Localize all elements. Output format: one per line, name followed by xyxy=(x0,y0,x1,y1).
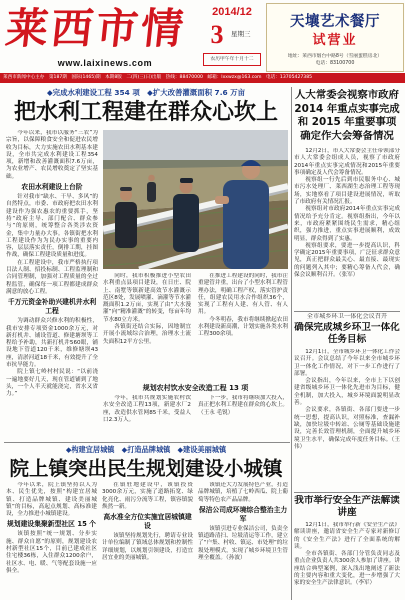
bottom-subheading: 保洁公司成环境综合整治主力军 xyxy=(198,505,288,523)
bottom-column-1 xyxy=(6,482,97,597)
lead-column-2 xyxy=(103,273,191,381)
bottom-kicker: ◆构建宜居城镇 ◆打造品牌城镇 ◆建设美丽城镇 xyxy=(65,445,227,454)
bottom-paragraph: 该镇引进专业保洁公司，负责全镇道路清扫、垃圾清运等工作，建立了“户集、村收、镇运、市处理”的垃圾处理模式，实现了城乡环境卫生管理全覆盖。（孙波） xyxy=(198,525,288,562)
story-paragraph: 视察组一行先后到市民服务中心、城市污水处理厂、莱西湖生态治理工程等现场，实地察看了项目建设进展情况，听取了市政府有关情况汇报。 xyxy=(294,177,400,206)
lead-paragraph: 各镇街还结合实际，因地制宜开展小流域综合治理，治理水土流失面积12平方公里。 xyxy=(103,324,191,345)
story-paragraph: 全市各镇街、各部门分管负责同志及重点企业负责人共300余人参加了讲座。讲座结合典型案例，深入浅出地阐述了新法的主要内容和重大变化，进一步增强了大家的安全生产法律意识。（李军） xyxy=(294,551,400,587)
lead-subheading: 千万元资金补助兴建机井水利工程 xyxy=(7,298,97,316)
lead-paragraph: 在推进工程建设的同时，我市注重建管并重，出台了小型水利工程管理办法，明确工程产权，落实管护责任，组建农民用水合作组织36个，实现了工程有人建、有人管、有人用。 xyxy=(198,273,288,316)
right-story1-body xyxy=(294,148,400,310)
lead-paragraph: 下一步，我市将继续加大投入，真正把水利工程建在群众的心坎上。（王永 毛锐） xyxy=(198,395,288,416)
lead-column-3 xyxy=(198,273,288,381)
right-story2-headline: 确保完成城乡环卫一体化任务目标 xyxy=(294,322,400,345)
lead-photo-image xyxy=(103,130,288,269)
story-paragraph: 12月2日，市人大常委会主任带领部分市人大常委会组成人员，视察了市政府2014年重点实事完成情况和2015年重要事项确定及人代会筹备情况。 xyxy=(294,148,400,176)
date-weekday: 星期三 xyxy=(231,30,251,38)
masthead-logo: 莱西市情 xyxy=(3,4,189,53)
worker-body xyxy=(223,180,269,269)
lead-paragraph: 今年，我市共规划实施农村饮水安全改造工程13项，新建水厂2座，改造供水管网85千米，受益人口2.3万人。 xyxy=(103,395,191,423)
lead-paragraph: 今冬明春，我市将继续掀起农田水利建设新高潮，计划实施各类水利工程300余项。 xyxy=(198,316,288,338)
lead-subheading: 农田水利建设上台阶 xyxy=(21,183,83,192)
column-divider xyxy=(291,87,292,600)
bottom-subheading: 规划建设集聚新型社区 15 个 xyxy=(7,520,96,529)
bottom-column-2 xyxy=(102,482,193,597)
masthead-url: www.laixinews.com xyxy=(57,58,153,68)
ad-contact xyxy=(271,54,399,67)
worker-body xyxy=(115,202,137,248)
lead-paragraph: 为调动群众兴修水利的积极性，我市安排专项资金1000余万元，对新打机井、铺设管道、修建塘坝等工程给予补助，共新打机井560眼，铺设地下管道120千米，维修塘坝43座，清淤河道18千米，有效提升了全市抗旱能力。 xyxy=(6,318,98,369)
bottom-column-3 xyxy=(198,482,288,597)
restaurant-ad xyxy=(266,3,404,72)
date-lunar: 农历甲午年十月十二 xyxy=(203,53,261,66)
right-story3-body xyxy=(294,522,400,597)
right-story2-kicker: 全市城乡环卫一体化会议召开 xyxy=(306,313,388,320)
ad-status: 试营业 xyxy=(312,33,358,48)
worker-hands xyxy=(215,196,229,204)
lead-headline: 把水利工程建在群众心坎上 xyxy=(13,100,278,125)
story-paragraph: 会议指出，今年以来，全市上下以创建省级城乡环卫一体化先进市为目标，健全机制，加大投入，城乡环境面貌明显改善。 xyxy=(294,378,400,407)
worker-figure-far xyxy=(147,175,156,202)
bottom-headline: 院上镇突出民生规划建设小城镇 xyxy=(9,457,283,480)
ad-phone: 电话：83100700 xyxy=(315,60,355,66)
right-story2-body xyxy=(294,349,400,491)
lead-mid-subheading: 规划农村饮水安全改造工程 13 项 xyxy=(142,384,249,392)
ad-address: 地址：莱西市烟台中路8号（雪丽蛋糕房北） xyxy=(287,54,383,59)
worker-head xyxy=(148,175,155,182)
lead-paragraph: 今年以来，我市以服务“三农”为宗旨，以保障粮食安全和促进农民增收为目标，大力实施农田水利基本建设，全市共完成水利建设工程354项，新增和改善灌溉面积7.6万亩，为农业增产、农民增收奠定了坚实基础。 xyxy=(6,130,98,180)
lead-column-3-lower xyxy=(198,395,288,440)
lead-column-1 xyxy=(6,130,98,440)
right-story3-headline: 我市举行安全生产法解读讲座 xyxy=(294,495,400,518)
date-year-month: 2014/12 xyxy=(212,6,252,18)
bottom-paragraph: 该镇坚持规划先行，聘请专业设计单位编制了镇域总体规划和控制性详细规划，以规划引领建设，打造宜居宜业的美丽城镇。 xyxy=(102,533,193,562)
right-story-divider xyxy=(294,311,400,312)
worker-cap xyxy=(180,178,193,183)
story-paragraph: 视察组要求，要进一步提高认识，科学确定2015年重要事项，广泛征求群众意见，真正把群众最关心、最直接、最现实的问题列入其中；要精心筹备人代会，确保会议顺利召开。（张军） xyxy=(294,242,400,279)
lead-paragraph: 针对我市“缺水、干旱、多风”的自然特点，市委、市政府把农田水利建设作为强农惠农的重要抓手，坚持“政府主导、部门配合、群众参与”的原则，统筹整合各类涉农资金，集中力量办大事。各镇街把水利工程建设作为为民办实事的重要内容，层层落实责任，倒排工期，挂图作战，确保工程建设质量和进度。 xyxy=(6,194,98,259)
lead-paragraph: 在工程建设中，我市严格执行项目法人制、招投标制、工程监理制和合同管理制，加强对工程质量的全过程监管，确保每一项工程都建成群众满意的放心工程。 xyxy=(6,259,98,295)
bottom-paragraph: 该镇按照“统一规划、分步实施、群众自愿”的原则，规划建设农村新型社区15个，目前已建成社区住宅楼36栋，入住群众1200余户，社区水、电、暖、气等配套设施一应俱全。 xyxy=(6,531,97,574)
info-bar: 莱西市新闻中心主办 第187期 国际(1465)期 本期8版 二(四)三(日)出版 热线：88470000 邮箱：lxxwzx@163.com 电话：13705427385 xyxy=(0,73,405,83)
lead-paragraph: 院上镇七岭村村民说：“以前浇一遍地要好几天，现在管道铺到了地头，一个人半天就能浇完，省水又省力。” xyxy=(6,369,98,398)
story-paragraph: 12月1日，我市举行新《安全生产法》解读讲座，邀请省安全生产专家对新修订的《安全生产法》进行了全面系统的解读。 xyxy=(294,522,400,550)
ad-restaurant-name: 天壤艺术餐厅 xyxy=(290,14,380,30)
lead-kicker: ◆完成水利建设工程 354 项 ◆扩大改善灌溉面积 7.6 万亩 xyxy=(47,88,245,97)
right-story-divider xyxy=(294,492,400,493)
bottom-paragraph: 该镇还大力发展特色产业，打造品牌城镇，培植了七岭西瓜、院上葡萄等特色农产品品牌。 xyxy=(198,482,288,503)
worker-body xyxy=(147,182,156,202)
worker-body xyxy=(173,194,199,252)
section-divider xyxy=(4,442,290,443)
lead-photo xyxy=(103,130,288,269)
bottom-paragraph: 今年以来，院上镇坚持以人为本、民生优先，按照“构建宜居城镇、打造品牌城镇、建设美丽城镇”的目标，高起点规划、高标准建设，全力推进小城镇建设。 xyxy=(6,482,97,518)
worker-cap xyxy=(120,187,132,191)
bottom-subheading: 高水准全方位实施宜居城镇建设 xyxy=(103,513,192,531)
issue-date-box xyxy=(201,4,263,70)
right-story1-headline: 人大常委会视察市政府 2014 年重点实事完成和 2015 年重要事项确定作大会筹备情况 xyxy=(294,89,400,142)
story-paragraph: 视察组对市政府2014年重点实事完成情况给予充分肯定。视察组指出，今年以来，市政府紧紧围绕民生需求，精心组织，强力推进，重点实事进展顺利，成效明显，群众得到了实惠。 xyxy=(294,206,400,242)
date-day: 3 xyxy=(210,20,224,49)
story-paragraph: 12月1日，全市城乡环卫一体化工作会议召开。会议总结了今年以来全市城乡环卫一体化工作情况，对下一步工作进行了部署。 xyxy=(294,349,400,377)
bottom-paragraph: 在镇驻地建设中，该镇投资3000余万元，实施了道路拓宽、绿化亮化、雨污分流等工程，镇容镇貌焕然一新。 xyxy=(102,482,193,510)
lead-paragraph: 同时，我市积极推进小型农田水利重点县项目建设，在日庄、院上、南墅等镇新建高效节水灌溉示范区8处，发展喷灌、滴灌等节水灌溉面积1.2万亩，实现了由“大水漫灌”向“精准灌溉”的转变，每亩年均节水80立方米。 xyxy=(103,273,191,323)
story-paragraph: 会议要求，各镇街、各部门要进一步统一思想，提高认识，对照标准，查漏补缺，加快垃圾中转站、公厕等基础设施建设，完善长效管理机制，全面提升城乡环境卫生水平，确保完成年度任务目标。（王伟） xyxy=(294,407,400,450)
lead-column-2-lower xyxy=(103,395,191,440)
